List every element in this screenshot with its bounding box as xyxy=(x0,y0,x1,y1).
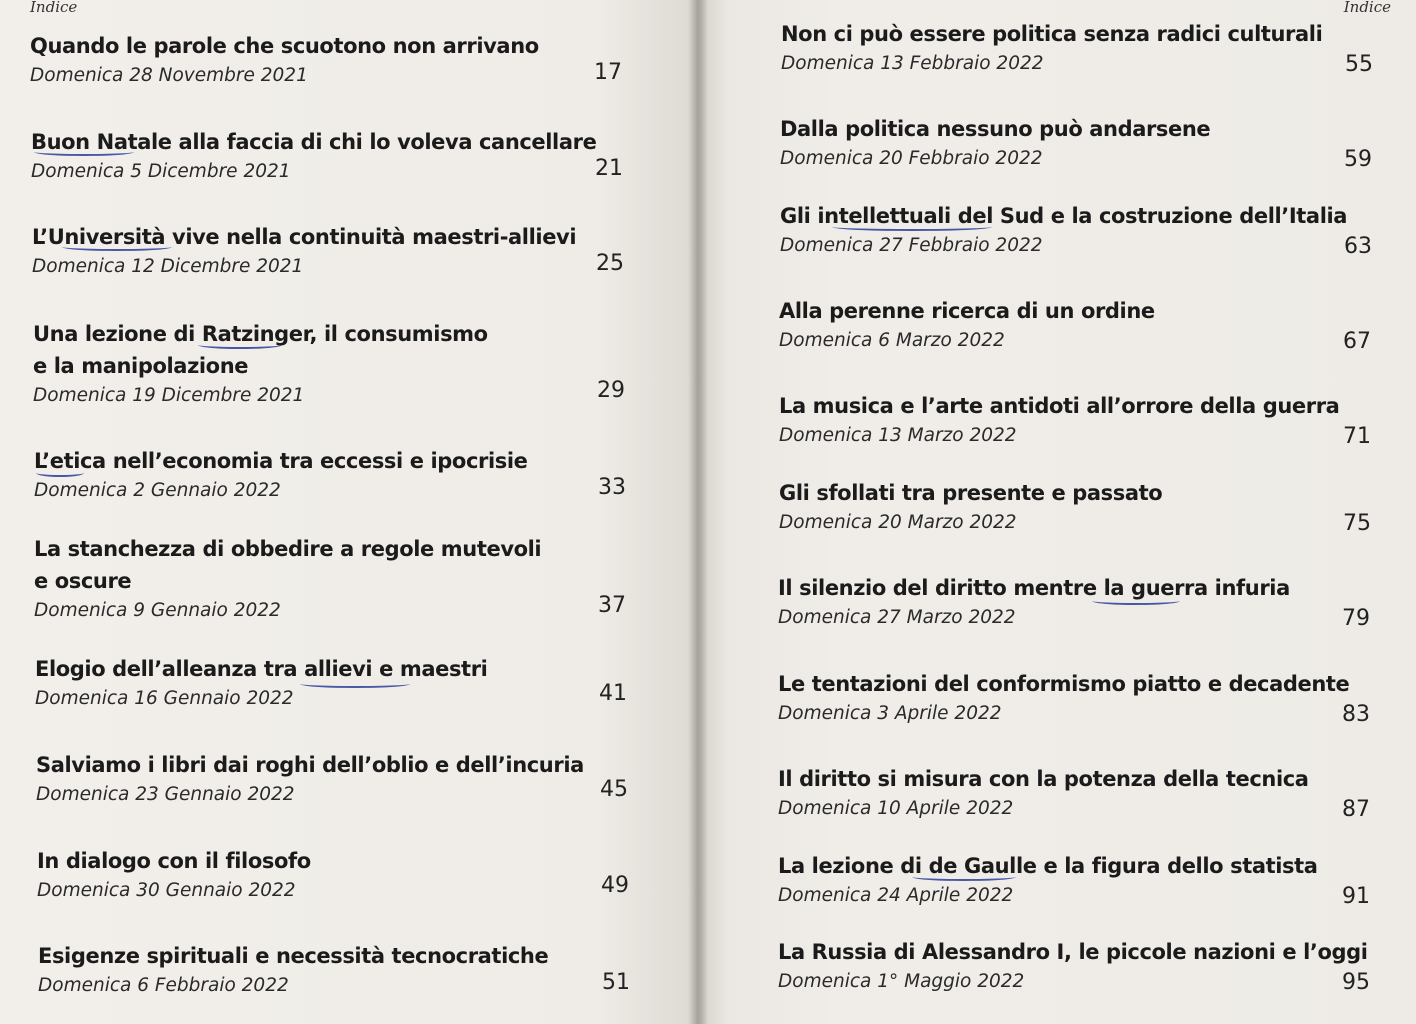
entry-date: Domenica 28 Novembre 2021 xyxy=(30,65,308,86)
toc-entry xyxy=(781,18,1373,78)
entry-page-number: 55 xyxy=(1345,52,1373,77)
entry-page-number: 51 xyxy=(602,970,630,995)
entry-page-number: 49 xyxy=(601,873,629,898)
toc-entry xyxy=(33,318,625,410)
entry-date: Domenica 20 Marzo 2022 xyxy=(779,512,1017,533)
entry-title: La Russia di Alessandro I, le piccole nazioni e l’oggi xyxy=(778,940,1368,964)
entry-date: Domenica 10 Aprile 2022 xyxy=(778,798,1014,819)
entry-date: Domenica 16 Gennaio 2022 xyxy=(35,688,294,709)
entry-date: Domenica 27 Febbraio 2022 xyxy=(780,235,1043,256)
entry-date: Domenica 13 Marzo 2022 xyxy=(779,425,1017,446)
entry-title-continued: e oscure xyxy=(34,569,132,593)
entry-date: Domenica 27 Marzo 2022 xyxy=(778,607,1016,628)
entry-page-number: 25 xyxy=(596,251,624,276)
toc-entry xyxy=(36,749,628,809)
entry-page-number: 29 xyxy=(597,378,625,403)
entry-date: Domenica 2 Gennaio 2022 xyxy=(34,480,281,501)
entry-page-number: 75 xyxy=(1343,511,1371,536)
entry-date: Domenica 12 Dicembre 2021 xyxy=(32,256,304,277)
entry-title: Alla perenne ricerca di un ordine xyxy=(779,299,1155,323)
entry-title: La stanchezza di obbedire a regole mutevoli xyxy=(34,537,542,561)
right-running-head: Indice xyxy=(1343,0,1391,16)
entry-page-number: 63 xyxy=(1344,234,1372,259)
entry-page-number: 91 xyxy=(1342,884,1370,909)
entry-title: Gli sfollati tra presente e passato xyxy=(779,481,1163,505)
entry-page-number: 17 xyxy=(594,60,622,85)
entry-date: Domenica 19 Dicembre 2021 xyxy=(33,385,305,406)
entry-date: Domenica 9 Gennaio 2022 xyxy=(34,600,281,621)
entry-date: Domenica 24 Aprile 2022 xyxy=(778,885,1014,906)
toc-entry xyxy=(30,30,622,90)
entry-page-number: 87 xyxy=(1342,797,1370,822)
entry-title: L’etica nell’economia tra eccessi e ipocrisie xyxy=(34,449,528,473)
toc-entry xyxy=(32,221,624,281)
entry-title: Salviamo i libri dai roghi dell’oblio e dell’incuria xyxy=(36,753,584,777)
entry-date: Domenica 23 Gennaio 2022 xyxy=(36,784,295,805)
entry-title: Il diritto si misura con la potenza della tecnica xyxy=(778,767,1309,791)
toc-entry xyxy=(34,533,626,625)
entry-title: In dialogo con il filosofo xyxy=(37,849,311,873)
pen-underline xyxy=(36,469,84,477)
entry-title: Gli intellettuali del Sud e la costruzione dell’Italia xyxy=(780,204,1348,228)
left-page xyxy=(0,0,700,1024)
entry-date: Domenica 30 Gennaio 2022 xyxy=(37,880,296,901)
entry-page-number: 95 xyxy=(1342,970,1370,995)
pen-underline xyxy=(912,873,1016,881)
entry-page-number: 41 xyxy=(599,681,627,706)
pen-underline xyxy=(300,680,410,688)
entry-title-continued: e la manipolazione xyxy=(33,354,249,378)
entry-date: Domenica 3 Aprile 2022 xyxy=(778,703,1002,724)
entry-title: Una lezione di Ratzinger, il consumismo xyxy=(33,322,488,346)
toc-entry xyxy=(778,850,1370,910)
toc-entry xyxy=(31,126,623,186)
toc-entry xyxy=(779,477,1371,537)
toc-entry xyxy=(778,668,1370,728)
entry-title: Elogio dell’alleanza tra allievi e maestri xyxy=(35,657,488,681)
pen-underline xyxy=(34,148,134,156)
entry-page-number: 83 xyxy=(1342,702,1370,727)
entry-title: Il silenzio del diritto mentre la guerra infuria xyxy=(778,576,1290,600)
left-running-head: Indice xyxy=(30,0,78,16)
toc-entry xyxy=(778,572,1370,632)
entry-date: Domenica 5 Dicembre 2021 xyxy=(31,161,291,182)
entry-title: Dalla politica nessuno può andarsene xyxy=(780,117,1211,141)
pen-underline xyxy=(198,341,282,349)
pen-underline xyxy=(62,243,172,251)
entry-date: Domenica 13 Febbraio 2022 xyxy=(781,53,1044,74)
entry-title: Esigenze spirituali e necessità tecnocratiche xyxy=(38,944,549,968)
toc-entry xyxy=(38,940,630,1000)
toc-entry xyxy=(780,113,1372,173)
entry-title: Quando le parole che scuotono non arrivano xyxy=(30,34,539,58)
entry-date: Domenica 1° Maggio 2022 xyxy=(778,971,1025,992)
entry-title: La musica e l’arte antidoti all’orrore della guerra xyxy=(779,394,1340,418)
entry-page-number: 71 xyxy=(1343,424,1371,449)
toc-entry xyxy=(34,445,626,505)
pen-underline xyxy=(832,223,992,231)
entry-date: Domenica 6 Marzo 2022 xyxy=(779,330,1005,351)
entry-title: Buon Natale alla faccia di chi lo voleva cancellare xyxy=(31,130,597,154)
entry-page-number: 45 xyxy=(600,777,628,802)
entry-page-number: 33 xyxy=(598,475,626,500)
toc-entry xyxy=(779,295,1371,355)
entry-page-number: 37 xyxy=(598,593,626,618)
entry-date: Domenica 6 Febbraio 2022 xyxy=(38,975,289,996)
toc-entry xyxy=(37,845,629,905)
entry-page-number: 67 xyxy=(1343,329,1371,354)
entry-title: L’Università vive nella continuità maestri-allievi xyxy=(32,225,577,249)
toc-entry xyxy=(779,390,1371,450)
entry-page-number: 79 xyxy=(1342,606,1370,631)
toc-entry xyxy=(778,763,1370,823)
entry-title: La lezione di de Gaulle e la figura dello statista xyxy=(778,854,1318,878)
entry-date: Domenica 20 Febbraio 2022 xyxy=(780,148,1043,169)
entry-page-number: 21 xyxy=(595,156,623,181)
right-page xyxy=(700,0,1416,1024)
entry-title: Le tentazioni del conformismo piatto e decadente xyxy=(778,672,1350,696)
book-gutter xyxy=(688,0,708,1024)
pen-underline xyxy=(1092,597,1180,605)
entry-page-number: 59 xyxy=(1344,147,1372,172)
toc-entry xyxy=(778,936,1370,996)
entry-title: Non ci può essere politica senza radici culturali xyxy=(781,22,1323,46)
